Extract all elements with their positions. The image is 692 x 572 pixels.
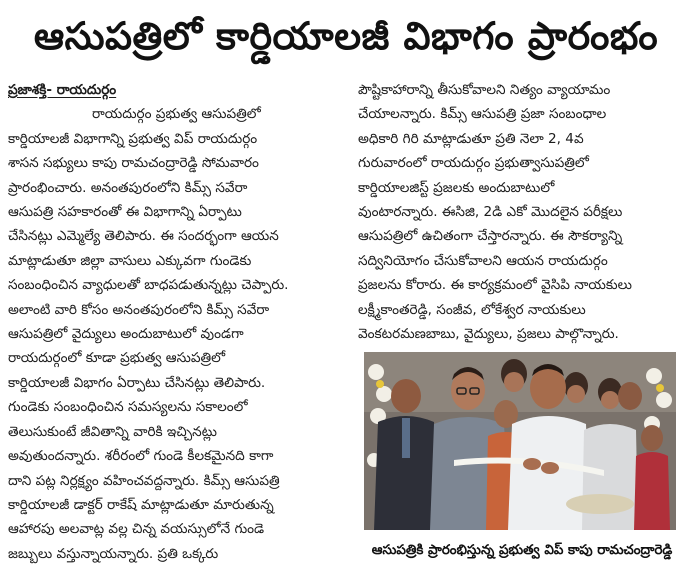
article-column-right (358, 78, 680, 346)
article-line: చేసినట్లు ఎమ్మెల్యే తెలిపారు. ఈ సందర్భంగా ఆయన (8, 228, 279, 245)
article-line: పౌష్టికాహారాన్ని తీసుకోవాలని నిత్యం వ్యాయామం (358, 82, 611, 98)
article-line: కార్డియాలజీ డాక్టర్ రాకేష్ మాట్లాడుతూ మారుతున్న (8, 496, 274, 513)
article-line: చేయాలన్నారు. కిమ్స్ ఆసుపత్రి ప్రజా సంబంధాల (358, 106, 607, 123)
article-line: వెంకటరమణబాబు, వైద్యులు, ప్రజలు పాల్గొన్నారు. (358, 326, 619, 343)
article-line: గుండెకు సంబంధించిన సమస్యలను సకాలంలో (8, 399, 248, 416)
article-line: శాసన సభ్యులు కాపు రామచంద్రారెడ్డి సోమవారం (8, 155, 259, 172)
article-line: జబ్బులు వస్తున్నాయన్నారు. ప్రతి ఒక్కరు (8, 545, 219, 562)
article-line: రాయదుర్గం ప్రభుత్వ ఆసుపత్రిలో (92, 106, 261, 123)
article-column-left (8, 78, 346, 566)
article-line: ప్రారంభించారు. అనంతపురంలోని కిమ్స్ సవేరా (8, 179, 248, 196)
article-line: గురువారంలో రాయదుర్గం ప్రభుత్వాసుపత్రిలో (358, 155, 589, 172)
article-line: తెలుసుకుంటే జీవితాన్ని వారికి ఇచ్చినట్లు (8, 423, 217, 440)
article-line: కార్డియాలజిస్ట్ ప్రజలకు అందుబాటులో (358, 179, 555, 196)
article-line: సంబంధించిన వ్యాధులతో బాధపడుతున్నట్లు చెప్పారు. (8, 277, 289, 294)
article-line: సద్వినియోగం చేసుకోవాలని ఆయన రాయదుర్గం (358, 252, 608, 269)
article-dateline: ప్రజాశక్తి- రాయదుర్గం (8, 82, 117, 98)
article-line: అధికారి గిరి మాట్లాడుతూ ప్రతి నెలా 2, 4వ (358, 130, 584, 147)
article-line: దాని పట్ల నిర్లక్ష్యం వహించవద్దన్నారు. కిమ్స్ ఆసుపత్రి (8, 472, 280, 489)
article-line: ప్రజలను కోరారు. ఈ కార్యక్రమంలో వైసిపి నాయకులు (358, 277, 632, 294)
article-line: మాట్లాడుతూ జిల్లా వాసులు ఎక్కువగా గుండెకు (8, 252, 252, 269)
article-line: రాయదుర్గంలో కూడా ప్రభుత్వ ఆసుపత్రిలో (8, 350, 226, 367)
article-line: ఆసుపత్రి సహకారంతో ఈ విభాగాన్ని ఏర్పాటు (8, 204, 242, 221)
article-line: కార్డియాలజీ విభాగం ఏర్పాటు చేసినట్లు తెలిపారు. (8, 374, 266, 391)
photo-caption: ఆసుపత్రికి ప్రారంభిస్తున్న ప్రభుత్వ విప్ కాపు రామచంద్రారెడ్డి (371, 543, 673, 558)
article-line: ఆసుపత్రిలో వైద్యులు అందుబాటులో వుండగా (8, 326, 244, 343)
article-line: అవుతుందన్నారు. శరీరంలో గుండె కీలకమైనది కాగా (8, 448, 274, 465)
article-line: అలాంటి వారి కోసం అనంతపురంలోని కిమ్స్ సవేరా (8, 301, 270, 318)
news-photo (364, 352, 676, 530)
article-line: ఆసుపత్రిలో ఉచితంగా చేస్తారన్నారు. ఈ సౌకర్యాన్ని (358, 228, 623, 245)
article-line: లక్ష్మీకాంతరెడ్డి, సంజీవ, లోకేశ్వర నాయకులు (358, 301, 586, 318)
article-line: ఆహారపు అలవాట్ల వల్ల చిన్న వయస్సులోనే గుండె (8, 521, 265, 538)
article-headline: ఆసుపత్రిలో కార్డియాలజీ విభాగం ప్రారంభం (33, 14, 659, 58)
article-line: కార్డియాలజీ విభాగాన్ని ప్రభుత్వ విప్ రాయదుర్గం (8, 130, 258, 147)
article-line: వుంటారన్నారు. ఈసిజి, 2డి ఎకో మొదలైన పరీక్షలు (358, 204, 623, 221)
news-photo-illustration (364, 352, 676, 530)
